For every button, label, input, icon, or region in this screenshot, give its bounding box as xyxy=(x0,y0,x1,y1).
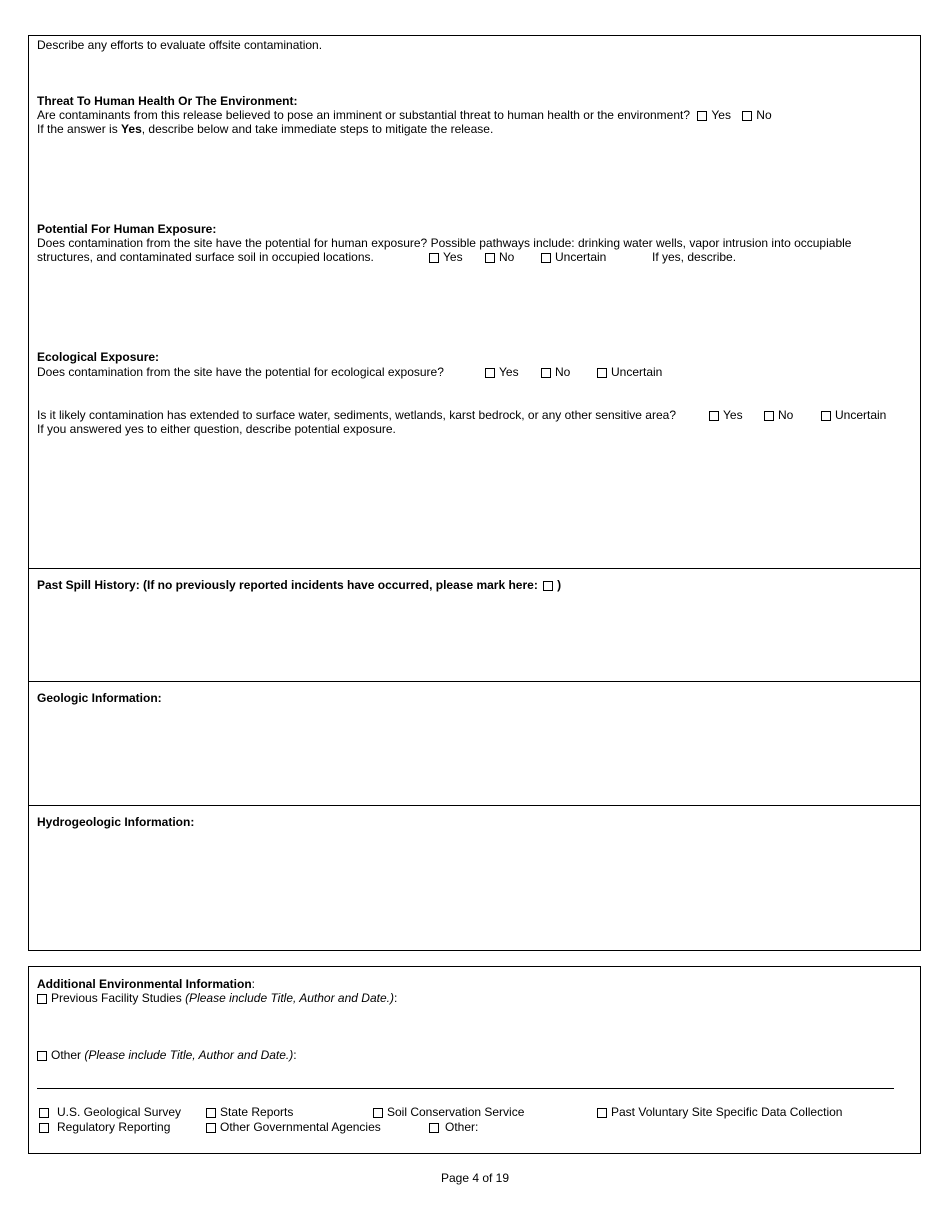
threat-yes-option[interactable] xyxy=(697,108,731,122)
geologic-section xyxy=(29,681,920,805)
eco-q2-yes-option[interactable] xyxy=(709,408,743,422)
spill-history-label: Past Spill History: (If no previously reported incidents have occurred, please mark here: xyxy=(37,578,538,592)
other-studies-note: (Please include Title, Author and Date.) xyxy=(84,1048,294,1062)
site-exposure-section xyxy=(29,36,920,568)
human-exposure-question-line2: structures, and contaminated surface soil in occupied locations. xyxy=(37,250,374,264)
eco-q2-no-checkbox[interactable] xyxy=(764,411,774,421)
state-reports-checkbox[interactable] xyxy=(206,1108,216,1118)
no-incidents-checkbox[interactable] xyxy=(543,581,553,591)
geologic-label: Geologic Information: xyxy=(37,691,162,705)
threat-yes-label: Yes xyxy=(711,108,731,122)
eco-q1-no-checkbox[interactable] xyxy=(541,368,551,378)
spill-history-close: ) xyxy=(557,578,562,592)
ecological-heading: Ecological Exposure: xyxy=(37,350,160,364)
additional-info-section xyxy=(28,966,921,1154)
source-past-voluntary-option[interactable] xyxy=(597,1105,842,1119)
threat-no-checkbox[interactable] xyxy=(742,111,752,121)
ecological-instruction: If you answered yes to either question, describe potential exposure. xyxy=(37,422,396,436)
eco-q1-uncertain-checkbox[interactable] xyxy=(597,368,607,378)
other-studies-colon: : xyxy=(293,1048,297,1062)
state-reports-label: State Reports xyxy=(220,1105,294,1119)
threat-instruction xyxy=(37,122,493,136)
threat-instruction-suffix: , describe below and take immediate steps to mitigate the release. xyxy=(141,122,494,136)
eco-q2-uncertain-label: Uncertain xyxy=(835,408,887,422)
eco-q2-no-label: No xyxy=(778,408,794,422)
ecological-question-1: Does contamination from the site have the potential for ecological exposure? xyxy=(37,365,444,379)
previous-studies-option[interactable] xyxy=(37,991,397,1005)
source-other-gov-option[interactable] xyxy=(206,1120,381,1134)
past-voluntary-checkbox[interactable] xyxy=(597,1108,607,1118)
previous-studies-colon: : xyxy=(393,991,398,1005)
human-exposure-yes-option[interactable] xyxy=(429,250,463,264)
usgs-checkbox[interactable] xyxy=(39,1108,49,1118)
additional-heading-row xyxy=(37,977,255,991)
human-exposure-yes-checkbox[interactable] xyxy=(429,253,439,263)
human-exposure-heading: Potential For Human Exposure: xyxy=(37,222,217,236)
soil-conservation-checkbox[interactable] xyxy=(373,1108,383,1118)
threat-yes-checkbox[interactable] xyxy=(697,111,707,121)
threat-question: Are contaminants from this release believed to pose an imminent or substantial threat to human health or the environment? xyxy=(37,108,691,122)
eco-q1-yes-label: Yes xyxy=(499,365,519,379)
human-exposure-no-option[interactable] xyxy=(485,250,514,264)
human-exposure-uncertain-option[interactable] xyxy=(541,250,606,264)
eco-q1-no-label: No xyxy=(555,365,571,379)
other-gov-checkbox[interactable] xyxy=(206,1123,216,1133)
human-exposure-describe-prompt: If yes, describe. xyxy=(652,250,737,264)
divider-line xyxy=(37,1088,894,1089)
other-source-checkbox[interactable] xyxy=(429,1123,439,1133)
additional-heading: Additional Environmental Information xyxy=(37,977,252,991)
other-gov-label: Other Governmental Agencies xyxy=(220,1120,381,1134)
eco-q2-uncertain-checkbox[interactable] xyxy=(821,411,831,421)
spill-history-section xyxy=(29,568,920,681)
source-usgs-option[interactable] xyxy=(39,1105,181,1119)
human-exposure-uncertain-checkbox[interactable] xyxy=(541,253,551,263)
human-exposure-no-label: No xyxy=(499,250,515,264)
usgs-label: U.S. Geological Survey xyxy=(57,1105,182,1119)
eco-q1-uncertain-option[interactable] xyxy=(597,365,662,379)
eco-q2-yes-checkbox[interactable] xyxy=(709,411,719,421)
other-studies-option[interactable] xyxy=(37,1048,297,1062)
spill-history-row xyxy=(37,578,561,592)
source-other-option[interactable] xyxy=(429,1120,478,1134)
threat-question-row xyxy=(37,108,772,122)
human-exposure-yes-label: Yes xyxy=(443,250,463,264)
human-exposure-question-line1: Does contamination from the site have the potential for human exposure? Possible pathways include: drinking water wells, vapor intrusion into occupiable xyxy=(37,236,852,250)
human-exposure-uncertain-label: Uncertain xyxy=(555,250,607,264)
previous-studies-label: Previous Facility Studies xyxy=(51,991,186,1005)
previous-studies-note: (Please include Title, Author and Date.) xyxy=(185,991,394,1005)
past-voluntary-label: Past Voluntary Site Specific Data Collection xyxy=(611,1105,843,1119)
regulatory-label: Regulatory Reporting xyxy=(57,1120,171,1134)
eco-q1-no-option[interactable] xyxy=(541,365,570,379)
other-source-label: Other: xyxy=(445,1120,479,1134)
threat-instruction-prefix: If the answer is xyxy=(37,122,122,136)
additional-heading-colon: : xyxy=(251,977,256,991)
other-studies-checkbox[interactable] xyxy=(37,1051,47,1061)
environmental-form-section xyxy=(28,35,921,951)
offsite-contamination-prompt: Describe any efforts to evaluate offsite contamination. xyxy=(37,38,323,52)
hydrogeologic-section xyxy=(29,805,920,950)
source-regulatory-option[interactable] xyxy=(39,1120,170,1134)
hydrogeologic-label: Hydrogeologic Information: xyxy=(37,815,195,829)
soil-conservation-label: Soil Conservation Service xyxy=(387,1105,525,1119)
page-number: Page 4 of 19 xyxy=(440,1171,510,1185)
source-state-reports-option[interactable] xyxy=(206,1105,293,1119)
eco-q1-uncertain-label: Uncertain xyxy=(611,365,663,379)
threat-instruction-bold: Yes xyxy=(121,122,142,136)
threat-heading: Threat To Human Health Or The Environment: xyxy=(37,94,298,108)
previous-studies-checkbox[interactable] xyxy=(37,994,47,1004)
other-studies-label: Other xyxy=(51,1048,85,1062)
regulatory-checkbox[interactable] xyxy=(39,1123,49,1133)
threat-no-label: No xyxy=(756,108,772,122)
ecological-question-2: Is it likely contamination has extended to surface water, sediments, wetlands, karst bedrock, or any other sensitive area? xyxy=(37,408,676,422)
eco-q1-yes-option[interactable] xyxy=(485,365,519,379)
eco-q2-uncertain-option[interactable] xyxy=(821,408,886,422)
eco-q2-yes-label: Yes xyxy=(723,408,743,422)
source-soil-conservation-option[interactable] xyxy=(373,1105,524,1119)
threat-no-option[interactable] xyxy=(742,108,771,122)
eco-q2-no-option[interactable] xyxy=(764,408,793,422)
human-exposure-no-checkbox[interactable] xyxy=(485,253,495,263)
eco-q1-yes-checkbox[interactable] xyxy=(485,368,495,378)
